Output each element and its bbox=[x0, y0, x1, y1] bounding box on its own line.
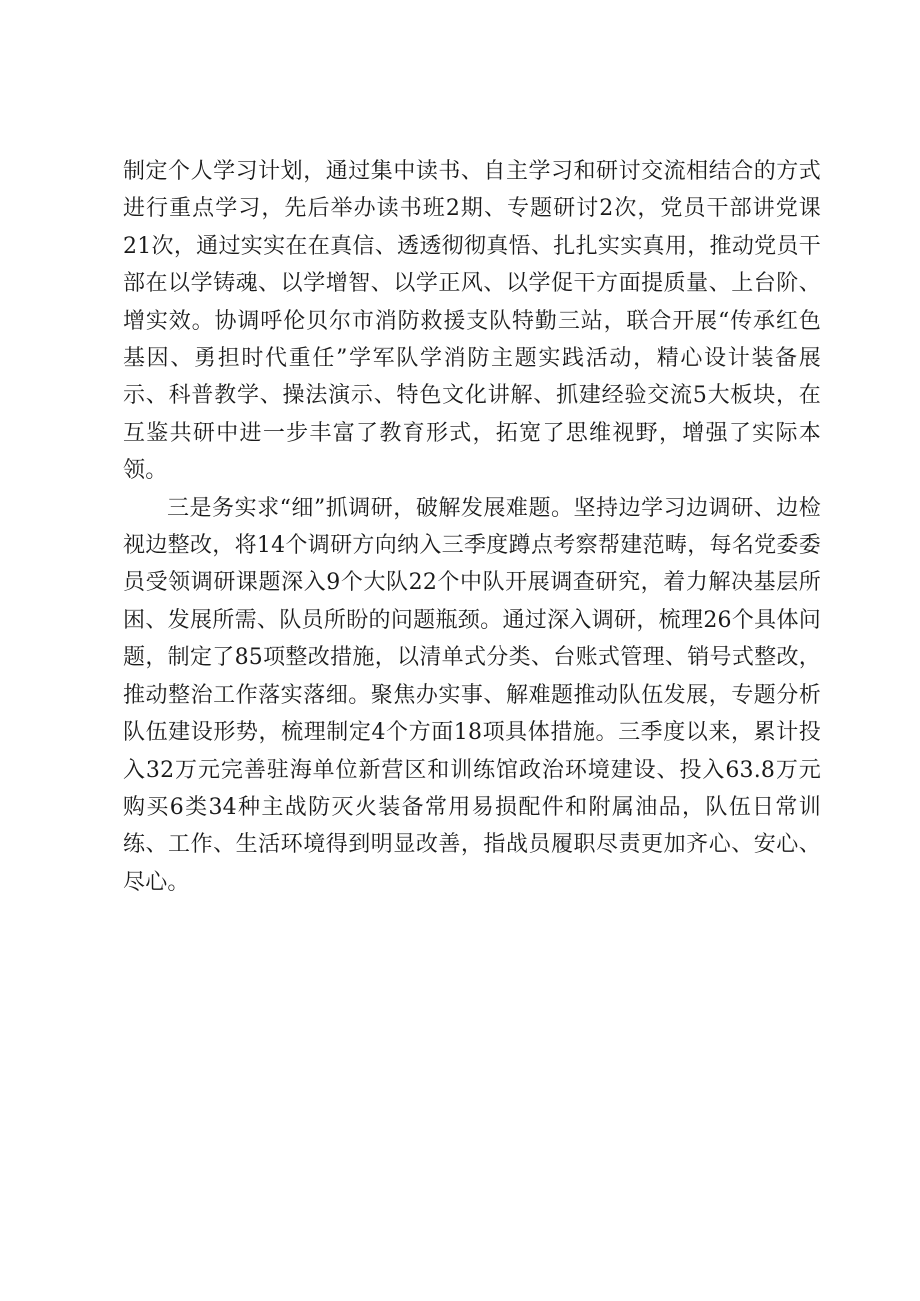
paragraph-research-section: 三是务实求“细”抓调研，破解发展难题。坚持边学习边调研、边检视边整改，将14个调研方向纳入三季度蹲点考察帮建范畴，每名党委委员受领调研课题深入9个大队22个中队开展调查研究，着力解决基层所困、发展所需、队员所盼的问题瓶颈。通过深入调研，梳理26个具体问题，制定了85项整改措施，以清单式分类、台账式管理、销号式整改，推动整治工作落实落细。聚焦办实事、解难题推动队伍发展，专题分析队伍建设形势，梳理制定4个方面18项具体措施。三季度以来，累计投入32万元完善驻海单位新营区和训练馆政治环境建设、投入63.8万元购买6类34种主战防灭火装备常用易损配件和附属油品，队伍日常训练、工作、生活环境得到明显改善，指战员履职尽责更加齐心、安心、尽心。 bbox=[123, 495, 821, 895]
paragraph-continued-study-plan: 制定个人学习计划，通过集中读书、自主学习和研讨交流相结合的方式进行重点学习，先后举办读书班2期、专题研讨2次，党员干部讲党课21次，通过实实在在真信、透透彻彻真悟、扎扎实实真用，推动党员干部在以学铸魂、以学增智、以学正风、以学促干方面提质量、上台阶、增实效。协调呼伦贝尔市消防救援支队特勤三站，联合开展“传承红色基因、勇担时代重任”学军队学消防主题实践活动，精心设计装备展示、科普教学、操法演示、特色文化讲解、抓建经验交流5大板块，在互鉴共研中进一步丰富了教育形式，拓宽了思维视野，增强了实际本领。 bbox=[123, 159, 821, 484]
document-body bbox=[123, 153, 821, 901]
